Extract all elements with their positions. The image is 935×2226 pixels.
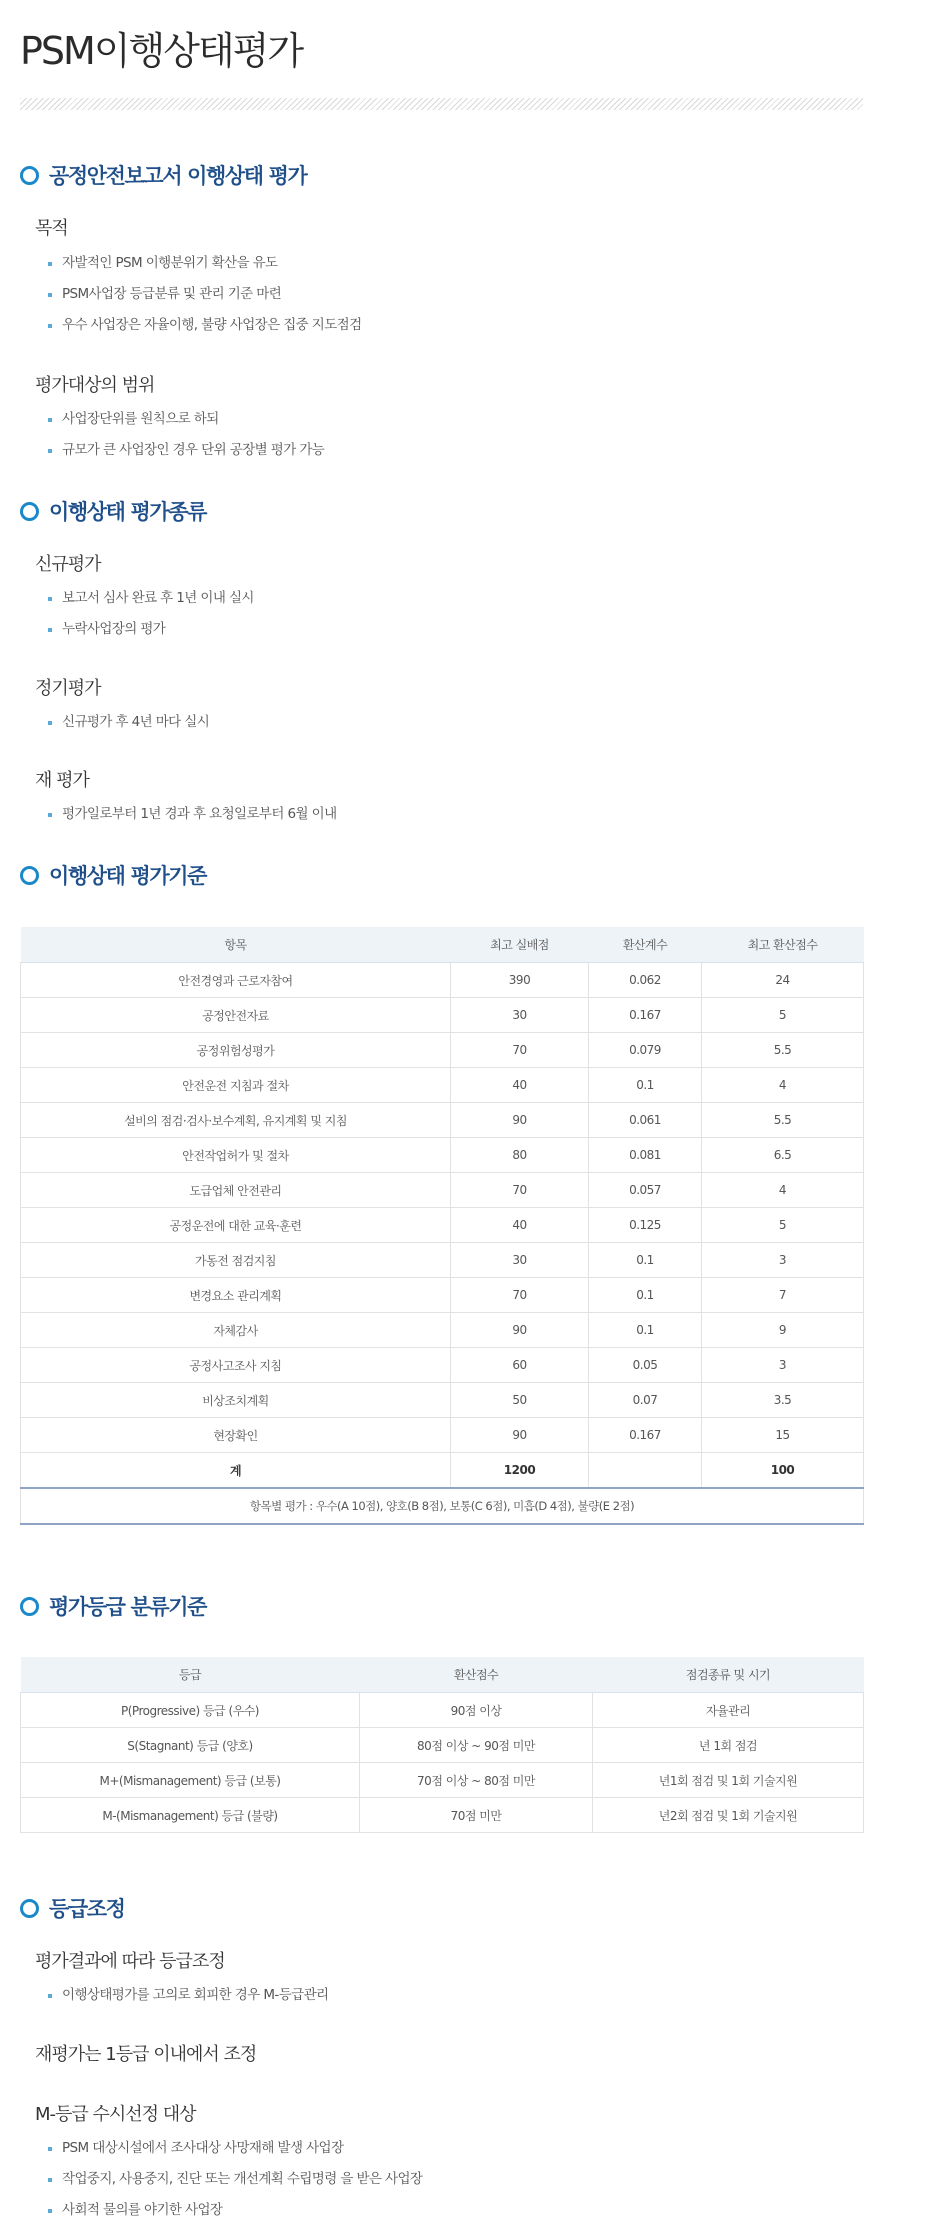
page-title: PSM이행상태평가 — [20, 29, 303, 73]
table-cell: 15 — [702, 1418, 864, 1453]
table-cell: 390 — [451, 963, 589, 998]
subheading-reassessment: 재 평가 — [35, 770, 89, 791]
table-cell: 0.1 — [589, 1278, 702, 1313]
section-title: 이행상태 평가종류 — [49, 500, 206, 524]
table-cell: 5.5 — [702, 1033, 864, 1068]
table-cell: 변경요소 관리계획 — [21, 1278, 451, 1313]
table-cell: 5 — [702, 998, 864, 1033]
table-cell: P(Progressive) 등급 (우수) — [21, 1693, 360, 1728]
table-cell: 공정운전에 대한 교육·훈련 — [21, 1208, 451, 1243]
table-row — [21, 1033, 864, 1068]
table-row — [21, 1313, 864, 1348]
grade-table-body — [21, 1693, 864, 1833]
list-item: 이행상태평가를 고의로 회피한 경우 M-등급관리 — [48, 1980, 328, 2011]
table-cell: 0.1 — [589, 1313, 702, 1348]
table-cell: 30 — [451, 998, 589, 1033]
section-title: 평가등급 분류기준 — [49, 1595, 206, 1619]
list-item: 우수 사업장은 자율이행, 불량 사업장은 집중 지도점검 — [48, 310, 362, 341]
table-cell: 4 — [702, 1068, 864, 1103]
table-cell: 80 — [451, 1138, 589, 1173]
regular-assessment-list — [48, 707, 209, 738]
table-cell: 년2회 점검 및 1회 기술지원 — [593, 1798, 864, 1833]
table-note-row — [21, 1488, 864, 1524]
subheading-purpose: 목적 — [35, 218, 68, 239]
column-header-max-score: 최고 실배점 — [451, 927, 589, 963]
table-cell: 70 — [451, 1278, 589, 1313]
table-cell: 6.5 — [702, 1138, 864, 1173]
subheading-m-minus-targets: M-등급 수시선정 대상 — [35, 2104, 196, 2125]
table-cell: 90 — [451, 1103, 589, 1138]
table-cell: 80점 이상 ~ 90점 미만 — [360, 1728, 593, 1763]
scope-list — [48, 404, 324, 466]
section-heading-criteria — [20, 860, 206, 890]
table-row — [21, 1418, 864, 1453]
table-row — [21, 1173, 864, 1208]
reassessment-list — [48, 799, 337, 830]
list-item: 평가일로부터 1년 경과 후 요청일로부터 6월 이내 — [48, 799, 337, 830]
column-header-item: 항목 — [21, 927, 451, 963]
section-title: 등급조정 — [49, 1897, 125, 1921]
table-cell: 0.081 — [589, 1138, 702, 1173]
table-cell: 년 1회 점검 — [593, 1728, 864, 1763]
table-cell: 90점 이상 — [360, 1693, 593, 1728]
table-header-row — [21, 1657, 864, 1693]
table-cell: 0.061 — [589, 1103, 702, 1138]
table-cell: 9 — [702, 1313, 864, 1348]
title-divider — [20, 98, 863, 110]
column-header-grade: 등급 — [21, 1657, 360, 1693]
table-cell: 설비의 점검·검사·보수계획, 유지계획 및 지침 — [21, 1103, 451, 1138]
circle-bullet-icon — [20, 502, 39, 521]
table-cell: 70 — [451, 1033, 589, 1068]
table-cell: 0.057 — [589, 1173, 702, 1208]
list-item: 작업중지, 사용중지, 진단 또는 개선계획 수립명령 을 받은 사업장 — [48, 2164, 422, 2195]
grade-table — [20, 1657, 864, 1833]
table-cell: 0.07 — [589, 1383, 702, 1418]
table-cell: 계 — [21, 1453, 451, 1489]
table-cell: 도급업체 안전관리 — [21, 1173, 451, 1208]
subheading-regular-assessment: 정기평가 — [35, 678, 101, 699]
table-cell — [589, 1453, 702, 1489]
table-cell: 4 — [702, 1173, 864, 1208]
table-total-row — [21, 1453, 864, 1489]
table-cell: 자율관리 — [593, 1693, 864, 1728]
table-cell: 0.05 — [589, 1348, 702, 1383]
table-row — [21, 1763, 864, 1798]
table-row — [21, 1383, 864, 1418]
list-item: 보고서 심사 완료 후 1년 이내 실시 — [48, 583, 254, 614]
subheading-adjust-by-result: 평가결과에 따라 등급조정 — [35, 1951, 225, 1972]
table-row — [21, 1798, 864, 1833]
table-cell: 3 — [702, 1348, 864, 1383]
m-minus-targets-list — [48, 2133, 422, 2226]
subheading-new-assessment: 신규평가 — [35, 554, 101, 575]
table-cell: 0.1 — [589, 1243, 702, 1278]
table-cell: S(Stagnant) 등급 (양호) — [21, 1728, 360, 1763]
subheading-scope: 평가대상의 범위 — [35, 375, 155, 396]
table-row — [21, 1348, 864, 1383]
table-row — [21, 1693, 864, 1728]
table-note: 항목별 평가 : 우수(A 10점), 양호(B 8점), 보통(C 6점), 미흡(D 4점), 불량(E 2점) — [21, 1488, 864, 1524]
subheading-reassessment-adjust: 재평가는 1등급 이내에서 조정 — [35, 2044, 257, 2065]
section-heading-grade-adjustment — [20, 1893, 125, 1923]
table-row — [21, 1103, 864, 1138]
table-cell: 공정위험성평가 — [21, 1033, 451, 1068]
circle-bullet-icon — [20, 1899, 39, 1918]
table-cell: 7 — [702, 1278, 864, 1313]
table-cell: 안전경영과 근로자참여 — [21, 963, 451, 998]
table-cell: 70점 이상 ~ 80점 미만 — [360, 1763, 593, 1798]
table-cell: 100 — [702, 1453, 864, 1489]
table-cell: 자체감사 — [21, 1313, 451, 1348]
table-cell: 0.125 — [589, 1208, 702, 1243]
column-header-converted-score: 환산점수 — [360, 1657, 593, 1693]
section-heading-types — [20, 496, 206, 526]
table-cell: 24 — [702, 963, 864, 998]
table-cell: 안전운전 지침과 절차 — [21, 1068, 451, 1103]
table-cell: 70점 미만 — [360, 1798, 593, 1833]
table-cell: M+(Mismanagement) 등급 (보통) — [21, 1763, 360, 1798]
table-cell: 년1회 점검 및 1회 기술지원 — [593, 1763, 864, 1798]
table-cell: 90 — [451, 1418, 589, 1453]
table-row — [21, 1138, 864, 1173]
adjust-by-result-list — [48, 1980, 328, 2011]
table-cell: 0.062 — [589, 963, 702, 998]
table-cell: 40 — [451, 1068, 589, 1103]
column-header-coefficient: 환산계수 — [589, 927, 702, 963]
table-cell: 3 — [702, 1243, 864, 1278]
table-cell: 안전작업허가 및 절차 — [21, 1138, 451, 1173]
list-item: PSM 대상시설에서 조사대상 사망재해 발생 사업장 — [48, 2133, 422, 2164]
column-header-inspection: 점검종류 및 시기 — [593, 1657, 864, 1693]
section-heading-assessment — [20, 160, 306, 190]
column-header-max-converted: 최고 환산점수 — [702, 927, 864, 963]
list-item: 사업장단위를 원칙으로 하되 — [48, 404, 324, 435]
table-row — [21, 1278, 864, 1313]
section-heading-grade-classification — [20, 1591, 206, 1621]
table-header-row — [21, 927, 864, 963]
table-cell: 공정안전자료 — [21, 998, 451, 1033]
table-cell: 1200 — [451, 1453, 589, 1489]
table-row — [21, 1728, 864, 1763]
table-cell: 가동전 점검지침 — [21, 1243, 451, 1278]
table-cell: 50 — [451, 1383, 589, 1418]
circle-bullet-icon — [20, 866, 39, 885]
table-cell: 5.5 — [702, 1103, 864, 1138]
section-title: 공정안전보고서 이행상태 평가 — [49, 164, 307, 188]
circle-bullet-icon — [20, 1597, 39, 1616]
list-item: 자발적인 PSM 이행분위기 확산을 유도 — [48, 248, 362, 279]
table-row — [21, 1208, 864, 1243]
table-cell: 비상조치계획 — [21, 1383, 451, 1418]
table-cell: 0.167 — [589, 998, 702, 1033]
table-cell: 90 — [451, 1313, 589, 1348]
list-item: 누락사업장의 평가 — [48, 614, 254, 645]
purpose-list — [48, 248, 362, 341]
table-row — [21, 1068, 864, 1103]
list-item: PSM사업장 등급분류 및 관리 기준 마련 — [48, 279, 362, 310]
table-cell: 60 — [451, 1348, 589, 1383]
criteria-table-body — [21, 963, 864, 1453]
table-cell: 0.079 — [589, 1033, 702, 1068]
table-cell: 0.1 — [589, 1068, 702, 1103]
table-row — [21, 1243, 864, 1278]
list-item: 규모가 큰 사업장인 경우 단위 공장별 평가 가능 — [48, 435, 324, 466]
table-row — [21, 998, 864, 1033]
table-cell: 공정사고조사 지침 — [21, 1348, 451, 1383]
table-cell: 5 — [702, 1208, 864, 1243]
new-assessment-list — [48, 583, 254, 645]
list-item: 신규평가 후 4년 마다 실시 — [48, 707, 209, 738]
table-row — [21, 963, 864, 998]
criteria-table — [20, 927, 864, 1525]
table-cell: 70 — [451, 1173, 589, 1208]
circle-bullet-icon — [20, 166, 39, 185]
table-cell: 현장확인 — [21, 1418, 451, 1453]
table-cell: 30 — [451, 1243, 589, 1278]
section-title: 이행상태 평가기준 — [49, 864, 206, 888]
list-item: 사회적 물의를 야기한 사업장 — [48, 2195, 422, 2226]
table-cell: 40 — [451, 1208, 589, 1243]
table-cell: 0.167 — [589, 1418, 702, 1453]
table-cell: M-(Mismanagement) 등급 (불량) — [21, 1798, 360, 1833]
table-cell: 3.5 — [702, 1383, 864, 1418]
